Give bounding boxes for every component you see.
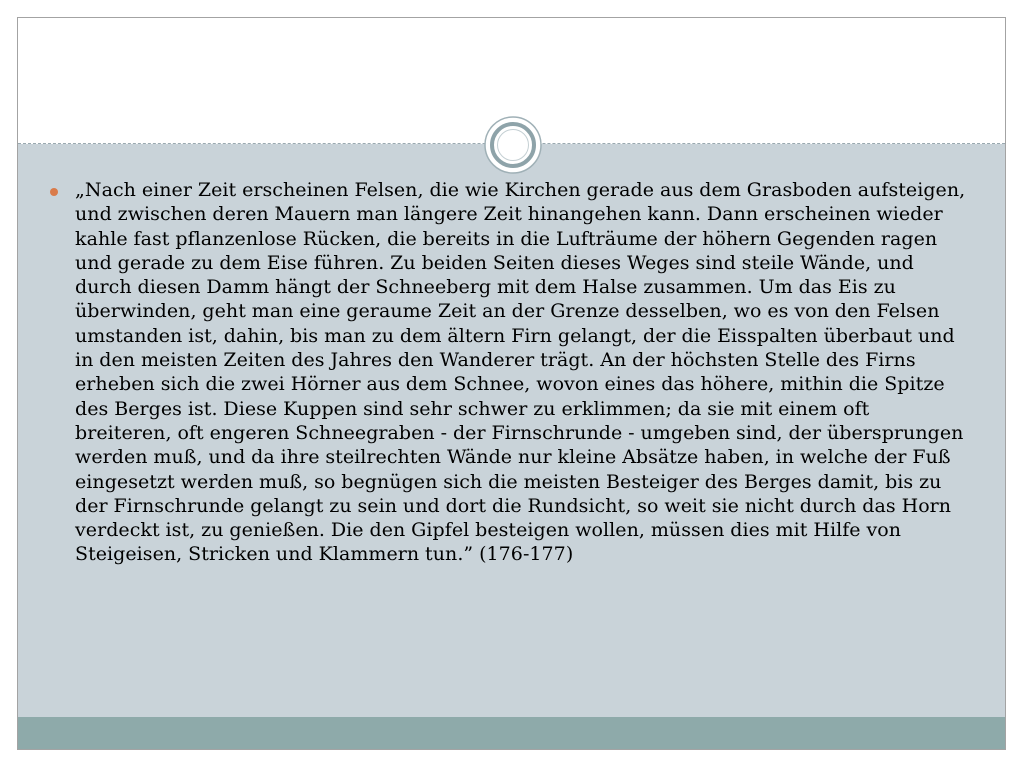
ring-ornament-icon — [483, 115, 543, 175]
bullet-list — [49, 178, 969, 567]
slide — [17, 17, 1006, 750]
quote-text: „Nach einer Zeit erscheinen Felsen, die wie Kirchen gerade aus dem Grasboden aufsteigen, und zwischen deren Mauern man längere Zeit hinangehen kann. Dann erscheinen wieder kahle fast pflanzenlose Rücken, die bereits in die Lufträume der höhern Gegenden ragen und gerade zu dem Eise führen. Zu beiden Seiten dieses Weges sind steile Wände, und durch diesen Damm hängt der Schneeberg mit dem Halse zusammen. Um das Eis zu überwinden, geht man eine geraume Zeit an der Grenze desselben, wo es von den Felsen umstanden ist, dahin, bis man zu dem ältern Firn gelangt, der die Eisspalten überbaut und in den meisten Zeiten des Jahres den Wanderer trägt. An der höchsten Stelle des Firns erheben sich die zwei Hörner aus dem Schnee, wovon eines das höhere, mithin die Spitze des Berges ist. Diese Kuppen sind sehr schwer zu erklimmen; da sie mit einem oft breiteren, oft engeren Schneegraben - der Firnschrunde - umgeben sind, der übersprungen werden muß, und da ihre steilrechten Wände nur kleine Absätze haben, in welche der Fuß eingesetzt werden muß, so begnügen sich die meisten Besteiger des Berges damit, bis zu der Firnschrunde gelangt zu sein und dort die Rundsicht, so weit sie nicht durch das Horn verdeckt ist, zu genießen. Die den Gipfel besteigen wollen, müssen dies mit Hilfe von Steigeisen, Stricken und Klammern tun.” (176-177) — [75, 179, 966, 566]
bullet-item — [49, 178, 969, 567]
bottom-band — [18, 717, 1005, 750]
bullet-dot-icon — [50, 188, 58, 196]
